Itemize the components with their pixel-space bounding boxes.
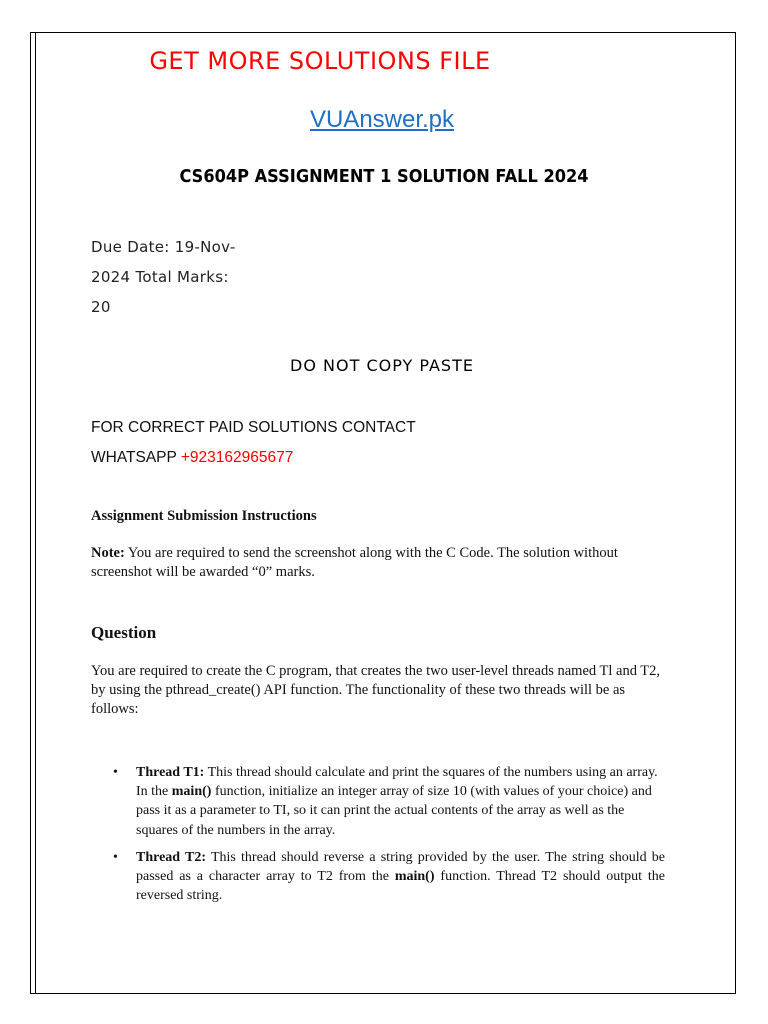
thread-list [113, 763, 665, 913]
page-border-inner-line [35, 32, 36, 994]
thread-t1-label: Thread T1: [136, 765, 205, 780]
thread-t2-text-a: This thread should reverse a string provided by the user. The string should be passed as a character array to T2 from the [136, 849, 665, 885]
whatsapp-line [91, 449, 293, 467]
instructions-heading: Assignment Submission Instructions [91, 508, 317, 524]
thread-t1-text-a: This thread should calculate and print the squares of the numbers using an array. In the [136, 765, 658, 800]
thread-t2-code: main() [394, 869, 435, 885]
question-body: You are required to create the C program, that creates the two user-level threads named Tl and T2, by using the pthread_create() API function. The functionality of these two threads will be as follows: [91, 663, 661, 717]
list-item-thread-t1 [113, 763, 665, 840]
total-marks-value: 20 [91, 298, 111, 316]
document-title: CS604P ASSIGNMENT 1 SOLUTION FALL 2024 [179, 166, 589, 187]
thread-t1-text-b: function, initialize an integer array of size 10 (with values of your choice) and pass it as a parameter to TI, so it can print the actual contents of the array as well as the squares of the numbers in the array. [136, 784, 652, 838]
note-text: You are required to send the screenshot along with the C Code. The solution without screenshot will be awarded “0” marks. [91, 545, 618, 580]
phone-number: +923162965677 [180, 449, 294, 466]
instructions-note [91, 544, 671, 582]
banner-heading: GET MORE SOLUTIONS FILE [149, 47, 491, 75]
note-label: Note: [91, 545, 125, 561]
thread-t1-code: main() [171, 784, 212, 800]
bullet-icon: • [113, 849, 118, 865]
due-date-line-1: Due Date: 19-Nov- [91, 238, 236, 256]
thread-t2-text-b: function. Thread T2 should output the reversed string. [136, 869, 665, 904]
whatsapp-label: WHATSAPP [91, 449, 181, 466]
question-heading: Question [91, 623, 157, 642]
contact-line: FOR CORRECT PAID SOLUTIONS CONTACT [91, 419, 416, 436]
list-item-thread-t2 [113, 848, 665, 906]
copy-warning: DO NOT COPY PASTE [290, 356, 474, 375]
due-date-line-2: 2024 Total Marks: [91, 268, 229, 286]
thread-t2-label: Thread T2: [136, 849, 207, 865]
site-link[interactable]: VUAnswer.pk [309, 106, 455, 133]
bullet-icon: • [113, 765, 118, 780]
